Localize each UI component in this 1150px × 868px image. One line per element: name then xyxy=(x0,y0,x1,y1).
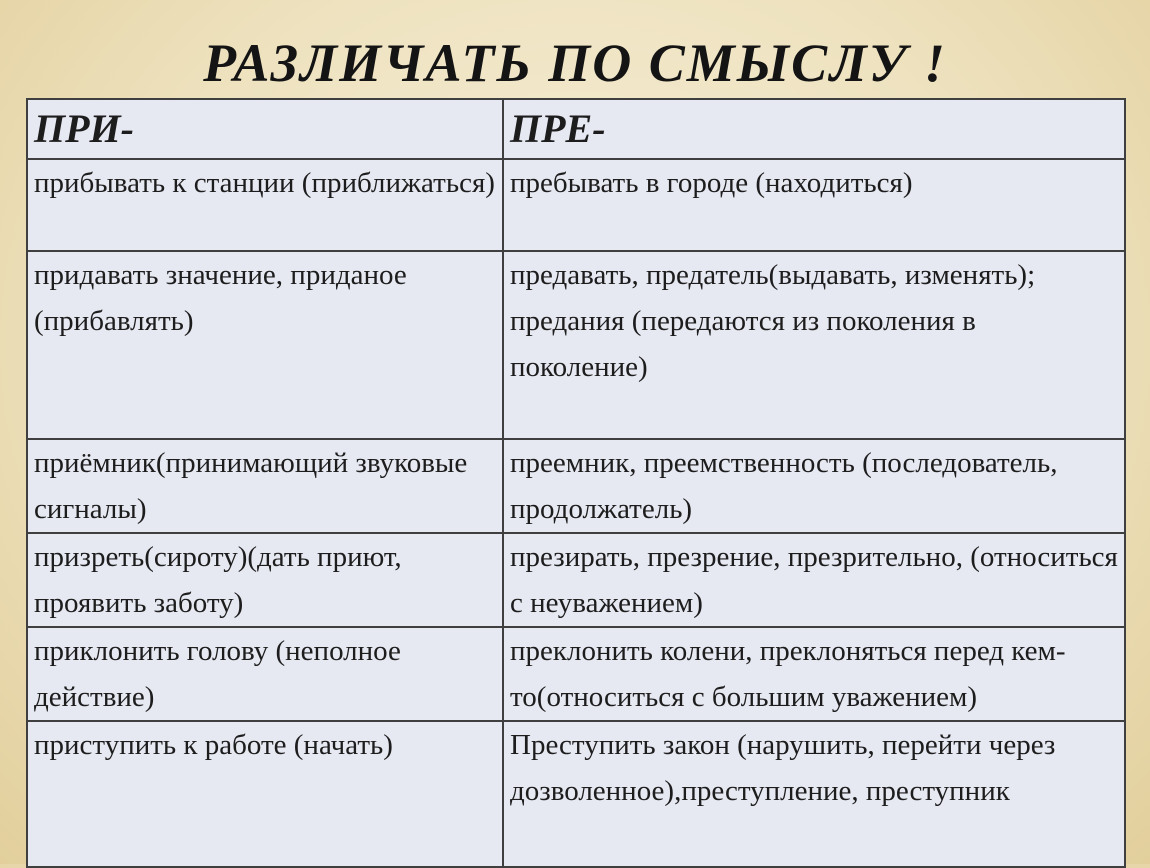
cell-pri: приёмник(принимающий звуковые сигналы) xyxy=(27,439,503,533)
comparison-table xyxy=(26,98,1126,868)
cell-pri: приклонить голову (неполное действие) xyxy=(27,627,503,721)
cell-pri: придавать значение, приданое (прибавлять) xyxy=(27,251,503,439)
slide-title: РАЗЛИЧАТЬ ПО СМЫСЛУ ! xyxy=(203,33,947,93)
cell-pre: пребывать в городе (находиться) xyxy=(503,159,1125,251)
cell-pre: преклонить колени, преклоняться перед кем-то(относиться с большим уважением) xyxy=(503,627,1125,721)
cell-pre: презирать, презрение, презрительно, (относиться с неуважением) xyxy=(503,533,1125,627)
cell-pri: прибывать к станции (приближаться) xyxy=(27,159,503,251)
cell-pre: Преступить закон (нарушить, перейти через дозволенное),преступление, преступник xyxy=(503,721,1125,867)
cell-pri: приступить к работе (начать) xyxy=(27,721,503,867)
cell-pre: предавать, предатель(выдавать, изменять); предания (передаются из поколения в поколение) xyxy=(503,251,1125,439)
table-header-row xyxy=(27,99,1125,159)
header-pre: ПРЕ- xyxy=(503,99,1125,159)
table-row xyxy=(27,159,1125,251)
cell-pri: призреть(сироту)(дать приют, проявить заботу) xyxy=(27,533,503,627)
table-row xyxy=(27,721,1125,867)
table-row xyxy=(27,627,1125,721)
table-row xyxy=(27,533,1125,627)
header-pri: ПРИ- xyxy=(27,99,503,159)
table-row xyxy=(27,251,1125,439)
cell-pre: преемник, преемственность (последователь, продолжатель) xyxy=(503,439,1125,533)
table-row xyxy=(27,439,1125,533)
